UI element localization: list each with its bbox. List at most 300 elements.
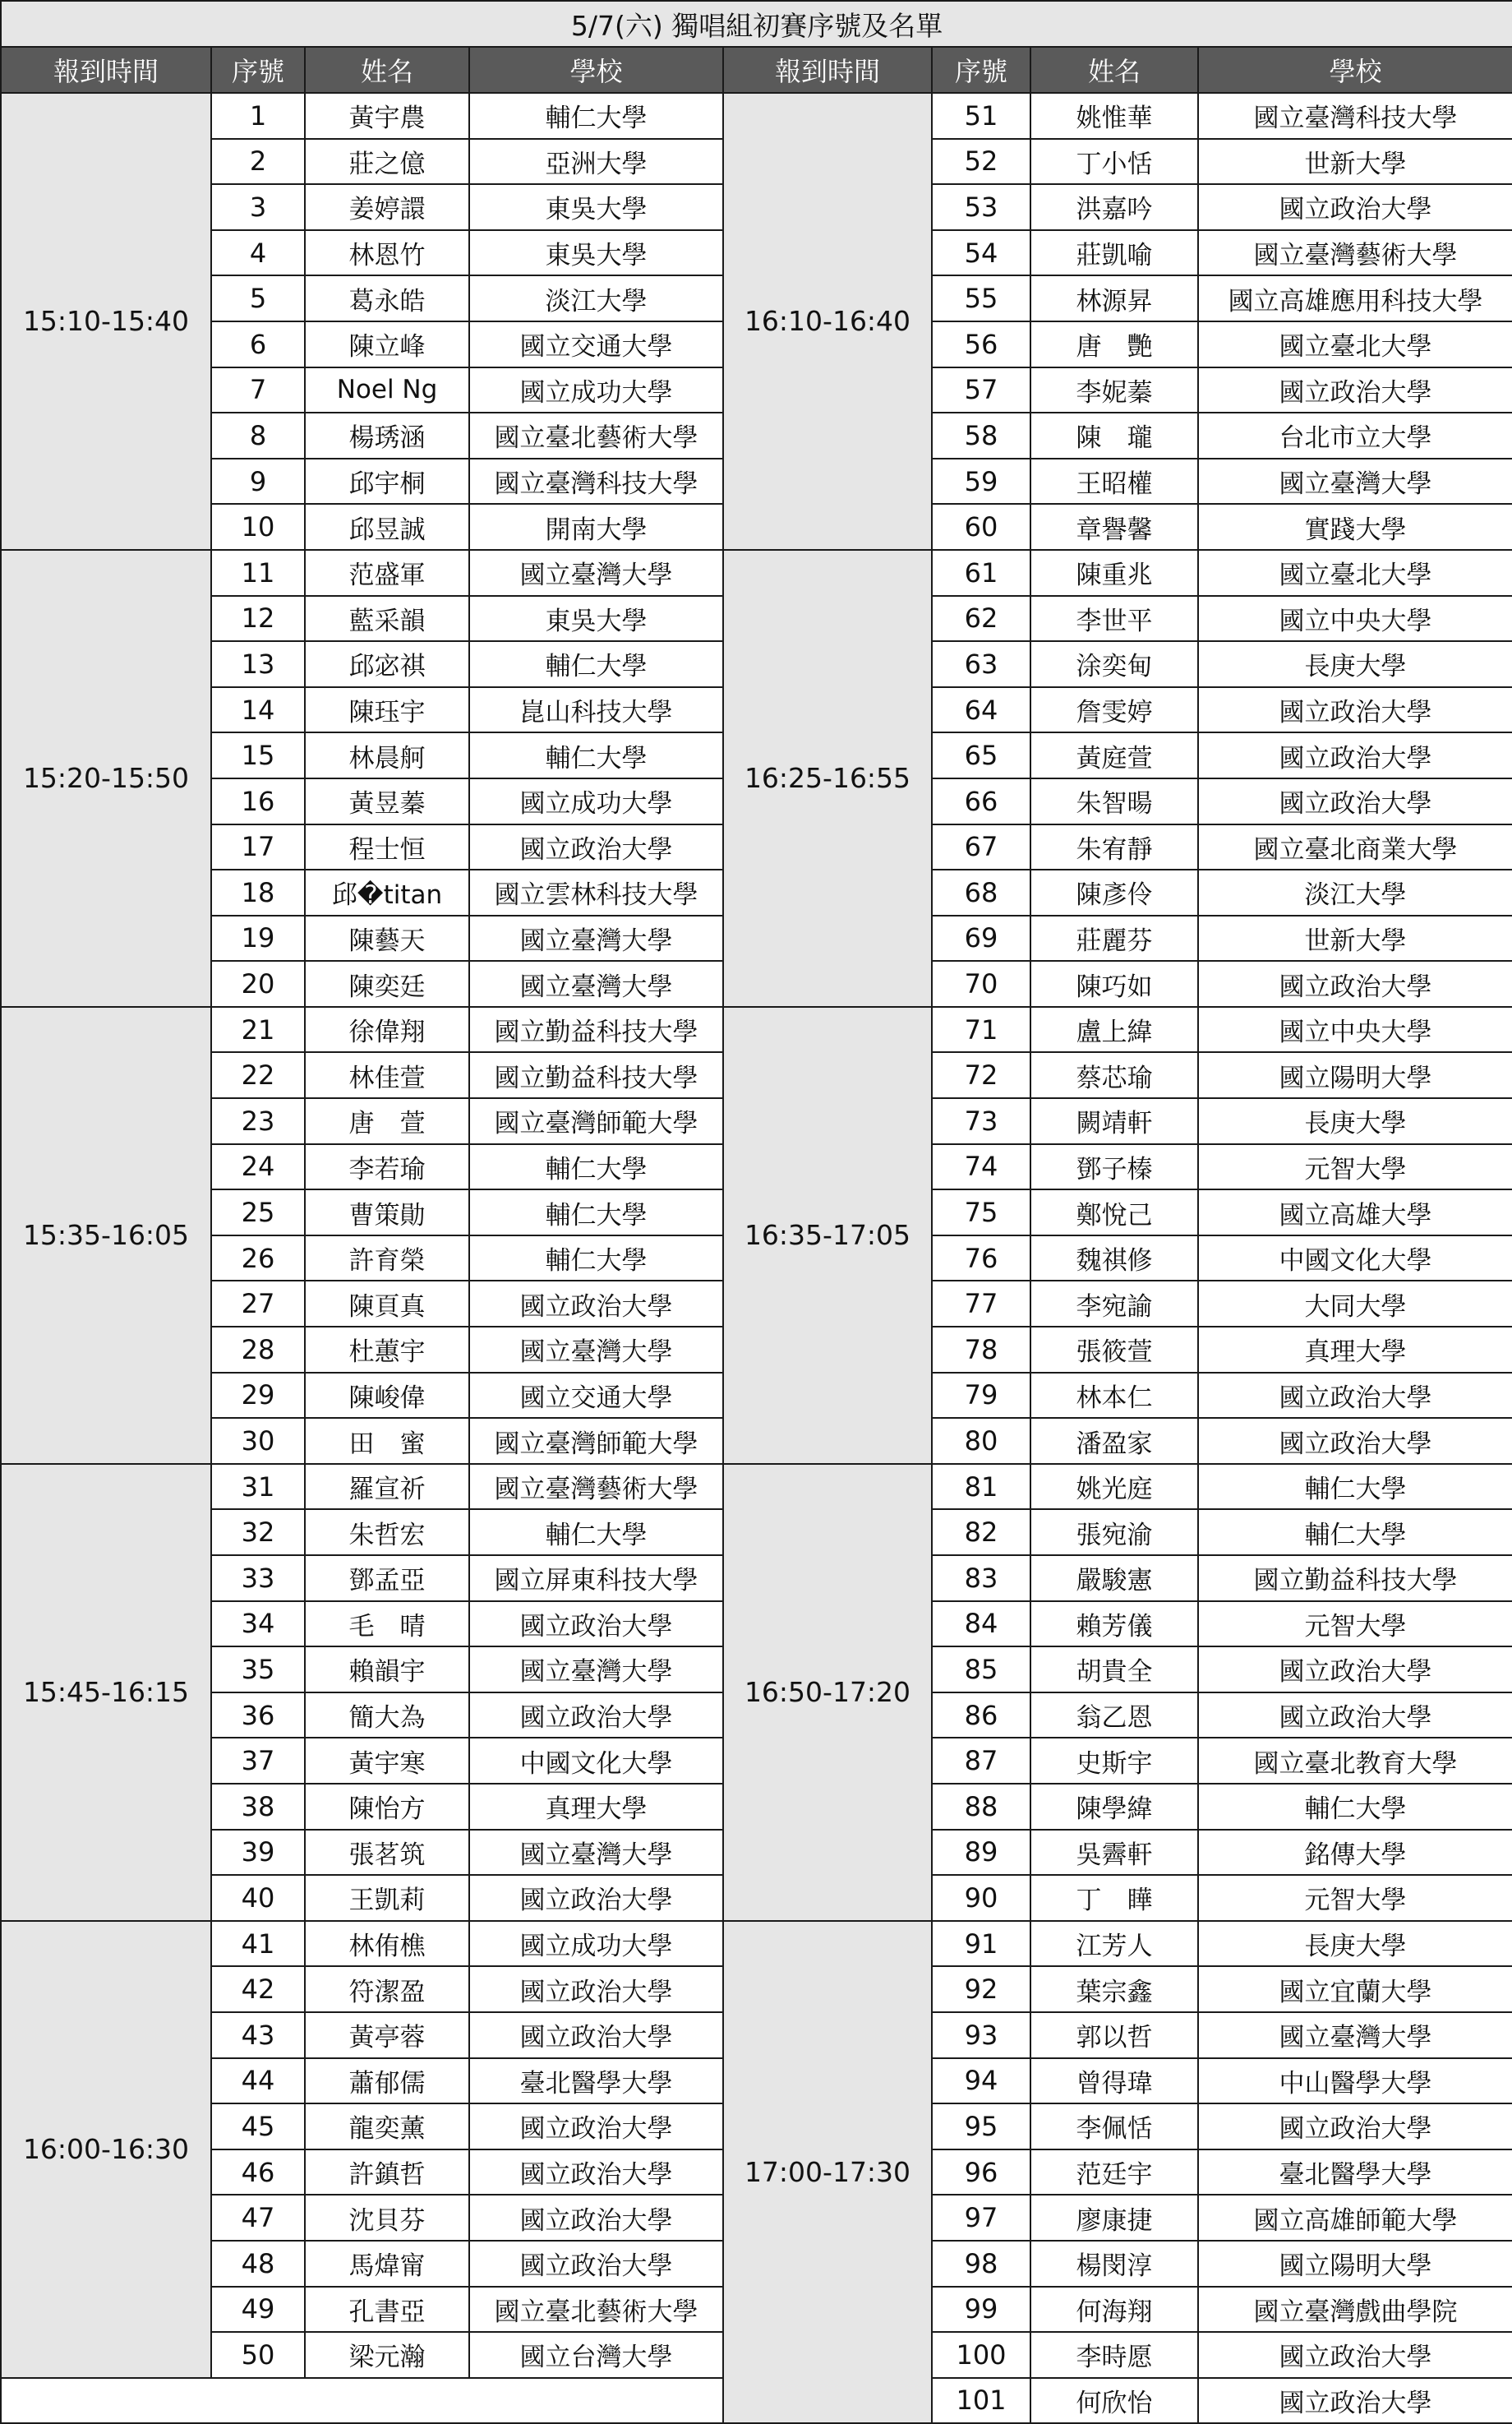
left-contestant-name: 許育榮: [305, 1235, 469, 1281]
left-contestant-name: 邱宓祺: [305, 641, 469, 687]
left-contestant-name: 鄧孟亞: [305, 1555, 469, 1601]
right-contestant-name: 郭以哲: [1030, 2012, 1198, 2058]
left-contestant-name: 邱昱誠: [305, 504, 469, 550]
left-contestant-name: 朱哲宏: [305, 1509, 469, 1555]
left-school: 中國文化大學: [469, 1738, 723, 1784]
right-seq-number: 101: [932, 2378, 1030, 2424]
left-seq-number: 5: [211, 275, 305, 321]
right-seq-number: 54: [932, 230, 1030, 276]
right-seq-number: 67: [932, 824, 1030, 870]
right-contestant-name: 涂奕甸: [1030, 641, 1198, 687]
left-seq-number: 46: [211, 2149, 305, 2195]
header-right-checkin-time: 報到時間: [723, 47, 932, 93]
left-contestant-name: 賴韻宇: [305, 1646, 469, 1692]
empty-left-cell: [1, 2378, 723, 2424]
left-checkin-time: 15:20-15:50: [1, 550, 211, 1007]
left-seq-number: 36: [211, 1692, 305, 1738]
left-seq-number: 11: [211, 550, 305, 596]
left-seq-number: 17: [211, 824, 305, 870]
right-seq-number: 95: [932, 2103, 1030, 2149]
left-seq-number: 8: [211, 413, 305, 459]
right-school: 長庚大學: [1198, 1098, 1512, 1144]
right-school: 國立政治大學: [1198, 1418, 1512, 1464]
right-contestant-name: 陳彥伶: [1030, 870, 1198, 916]
right-school: 長庚大學: [1198, 641, 1512, 687]
right-contestant-name: 陳學緯: [1030, 1784, 1198, 1830]
right-school: 國立中央大學: [1198, 596, 1512, 642]
left-seq-number: 40: [211, 1875, 305, 1921]
right-contestant-name: 李妮蓁: [1030, 367, 1198, 413]
left-contestant-name: 陳怡方: [305, 1784, 469, 1830]
right-contestant-name: 胡貴全: [1030, 1646, 1198, 1692]
left-school: 臺北醫學大學: [469, 2058, 723, 2104]
right-seq-number: 70: [932, 961, 1030, 1007]
right-contestant-name: 林源昇: [1030, 275, 1198, 321]
left-seq-number: 27: [211, 1281, 305, 1327]
right-contestant-name: 章譽馨: [1030, 504, 1198, 550]
right-contestant-name: 丁小恬: [1030, 139, 1198, 185]
right-school: 大同大學: [1198, 1281, 1512, 1327]
left-school: 開南大學: [469, 504, 723, 550]
left-seq-number: 37: [211, 1738, 305, 1784]
left-contestant-name: 張茗筑: [305, 1830, 469, 1876]
right-seq-number: 89: [932, 1830, 1030, 1876]
right-school: 輔仁大學: [1198, 1509, 1512, 1555]
left-school: 國立台灣大學: [469, 2332, 723, 2378]
right-seq-number: 78: [932, 1327, 1030, 1373]
left-checkin-time: 15:45-16:15: [1, 1464, 211, 1921]
left-seq-number: 44: [211, 2058, 305, 2104]
right-school: 真理大學: [1198, 1327, 1512, 1373]
right-checkin-time: 16:35-17:05: [723, 1007, 932, 1464]
right-school: 國立勤益科技大學: [1198, 1555, 1512, 1601]
right-school: 元智大學: [1198, 1601, 1512, 1647]
left-seq-number: 41: [211, 1921, 305, 1967]
left-contestant-name: 曹策勛: [305, 1189, 469, 1235]
left-school: 國立成功大學: [469, 1921, 723, 1967]
right-contestant-name: 葉宗鑫: [1030, 1966, 1198, 2012]
left-contestant-name: 蕭郁儒: [305, 2058, 469, 2104]
right-contestant-name: 楊閔淳: [1030, 2241, 1198, 2287]
left-school: 國立臺灣師範大學: [469, 1098, 723, 1144]
right-school: 國立政治大學: [1198, 1373, 1512, 1419]
left-seq-number: 32: [211, 1509, 305, 1555]
left-seq-number: 9: [211, 459, 305, 505]
left-seq-number: 49: [211, 2287, 305, 2333]
right-contestant-name: 潘盈家: [1030, 1418, 1198, 1464]
left-seq-number: 3: [211, 184, 305, 230]
left-school: 國立臺北藝術大學: [469, 413, 723, 459]
left-seq-number: 47: [211, 2195, 305, 2241]
left-contestant-name: 王凱莉: [305, 1875, 469, 1921]
right-school: 世新大學: [1198, 916, 1512, 962]
right-contestant-name: 蔡芯瑜: [1030, 1052, 1198, 1098]
right-contestant-name: 李宛諭: [1030, 1281, 1198, 1327]
right-seq-number: 57: [932, 367, 1030, 413]
left-checkin-time: 15:10-15:40: [1, 93, 211, 550]
left-school: 國立成功大學: [469, 367, 723, 413]
left-school: 國立交通大學: [469, 321, 723, 367]
table-row: [1, 1921, 1512, 1967]
right-seq-number: 90: [932, 1875, 1030, 1921]
left-contestant-name: 楊琇涵: [305, 413, 469, 459]
left-contestant-name: 黃宇寒: [305, 1738, 469, 1784]
left-school: 輔仁大學: [469, 93, 723, 139]
right-seq-number: 72: [932, 1052, 1030, 1098]
left-contestant-name: 梁元瀚: [305, 2332, 469, 2378]
left-seq-number: 10: [211, 504, 305, 550]
right-seq-number: 69: [932, 916, 1030, 962]
right-seq-number: 93: [932, 2012, 1030, 2058]
left-contestant-name: 林恩竹: [305, 230, 469, 276]
right-contestant-name: 姚惟華: [1030, 93, 1198, 139]
right-school: 國立政治大學: [1198, 778, 1512, 824]
left-seq-number: 13: [211, 641, 305, 687]
left-school: 東吳大學: [469, 184, 723, 230]
right-checkin-time: 16:50-17:20: [723, 1464, 932, 1921]
left-school: 輔仁大學: [469, 1509, 723, 1555]
right-school: 國立政治大學: [1198, 732, 1512, 778]
left-contestant-name: 邱宇桐: [305, 459, 469, 505]
right-seq-number: 68: [932, 870, 1030, 916]
right-seq-number: 86: [932, 1692, 1030, 1738]
left-seq-number: 28: [211, 1327, 305, 1373]
right-contestant-name: 魏祺修: [1030, 1235, 1198, 1281]
right-contestant-name: 何海翔: [1030, 2287, 1198, 2333]
right-contestant-name: 廖康捷: [1030, 2195, 1198, 2241]
right-school: 國立臺北教育大學: [1198, 1738, 1512, 1784]
right-school: 國立政治大學: [1198, 1646, 1512, 1692]
right-contestant-name: 朱宥靜: [1030, 824, 1198, 870]
right-seq-number: 97: [932, 2195, 1030, 2241]
left-school: 輔仁大學: [469, 1189, 723, 1235]
right-seq-number: 88: [932, 1784, 1030, 1830]
left-school: 國立政治大學: [469, 1601, 723, 1647]
left-seq-number: 2: [211, 139, 305, 185]
right-school: 世新大學: [1198, 139, 1512, 185]
page-title: 5/7(六) 獨唱組初賽序號及名單: [1, 1, 1512, 47]
right-checkin-time: 16:10-16:40: [723, 93, 932, 550]
left-school: 東吳大學: [469, 230, 723, 276]
right-contestant-name: 范廷宇: [1030, 2149, 1198, 2195]
left-contestant-name: 沈貝芬: [305, 2195, 469, 2241]
right-contestant-name: 林本仁: [1030, 1373, 1198, 1419]
right-seq-number: 74: [932, 1144, 1030, 1190]
left-seq-number: 1: [211, 93, 305, 139]
left-school: 國立政治大學: [469, 2103, 723, 2149]
left-school: 輔仁大學: [469, 641, 723, 687]
right-contestant-name: 黃庭萱: [1030, 732, 1198, 778]
left-school: 國立交通大學: [469, 1373, 723, 1419]
right-school: 輔仁大學: [1198, 1464, 1512, 1510]
left-school: 國立臺灣大學: [469, 1646, 723, 1692]
left-seq-number: 42: [211, 1966, 305, 2012]
left-seq-number: 25: [211, 1189, 305, 1235]
left-seq-number: 6: [211, 321, 305, 367]
right-school: 國立高雄應用科技大學: [1198, 275, 1512, 321]
right-school: 國立政治大學: [1198, 2378, 1512, 2424]
right-seq-number: 99: [932, 2287, 1030, 2333]
right-contestant-name: 洪嘉吟: [1030, 184, 1198, 230]
right-school: 國立臺北大學: [1198, 550, 1512, 596]
left-seq-number: 7: [211, 367, 305, 413]
left-school: 國立臺灣藝術大學: [469, 1464, 723, 1510]
right-contestant-name: 王昭權: [1030, 459, 1198, 505]
left-checkin-time: 15:35-16:05: [1, 1007, 211, 1464]
right-seq-number: 96: [932, 2149, 1030, 2195]
right-contestant-name: 李佩恬: [1030, 2103, 1198, 2149]
right-seq-number: 62: [932, 596, 1030, 642]
left-school: 國立政治大學: [469, 824, 723, 870]
right-seq-number: 66: [932, 778, 1030, 824]
left-seq-number: 38: [211, 1784, 305, 1830]
left-school: 崑山科技大學: [469, 687, 723, 733]
right-seq-number: 63: [932, 641, 1030, 687]
header-left-number: 序號: [211, 47, 305, 93]
left-contestant-name: 邱�titan: [305, 870, 469, 916]
left-seq-number: 20: [211, 961, 305, 1007]
right-contestant-name: 史斯宇: [1030, 1738, 1198, 1784]
header-left-school: 學校: [469, 47, 723, 93]
right-school: 國立高雄大學: [1198, 1189, 1512, 1235]
left-contestant-name: 陳藝天: [305, 916, 469, 962]
header-right-school: 學校: [1198, 47, 1512, 93]
left-seq-number: 48: [211, 2241, 305, 2287]
left-contestant-name: 林侑樵: [305, 1921, 469, 1967]
right-seq-number: 51: [932, 93, 1030, 139]
right-seq-number: 85: [932, 1646, 1030, 1692]
right-school: 淡江大學: [1198, 870, 1512, 916]
header-left-name: 姓名: [305, 47, 469, 93]
right-seq-number: 71: [932, 1007, 1030, 1053]
left-contestant-name: 葛永皓: [305, 275, 469, 321]
right-contestant-name: 詹雯婷: [1030, 687, 1198, 733]
left-contestant-name: 李若瑜: [305, 1144, 469, 1190]
right-seq-number: 92: [932, 1966, 1030, 2012]
table-row: [1, 93, 1512, 139]
left-seq-number: 19: [211, 916, 305, 962]
left-contestant-name: 杜蕙宇: [305, 1327, 469, 1373]
right-school: 元智大學: [1198, 1875, 1512, 1921]
right-seq-number: 53: [932, 184, 1030, 230]
right-seq-number: 76: [932, 1235, 1030, 1281]
left-seq-number: 34: [211, 1601, 305, 1647]
right-contestant-name: 翁乙恩: [1030, 1692, 1198, 1738]
right-school: 國立宜蘭大學: [1198, 1966, 1512, 2012]
left-school: 國立政治大學: [469, 1692, 723, 1738]
left-school: 國立政治大學: [469, 1966, 723, 2012]
right-contestant-name: 陳 瓏: [1030, 413, 1198, 459]
left-seq-number: 26: [211, 1235, 305, 1281]
right-seq-number: 65: [932, 732, 1030, 778]
right-contestant-name: 鄭悅己: [1030, 1189, 1198, 1235]
right-contestant-name: 李時愿: [1030, 2332, 1198, 2378]
left-contestant-name: 龍奕薰: [305, 2103, 469, 2149]
right-school: 國立臺灣戲曲學院: [1198, 2287, 1512, 2333]
right-school: 銘傳大學: [1198, 1830, 1512, 1876]
right-school: 臺北醫學大學: [1198, 2149, 1512, 2195]
table-row: [1, 550, 1512, 596]
header-right-name: 姓名: [1030, 47, 1198, 93]
right-contestant-name: 李世平: [1030, 596, 1198, 642]
left-seq-number: 39: [211, 1830, 305, 1876]
left-school: 真理大學: [469, 1784, 723, 1830]
left-seq-number: 14: [211, 687, 305, 733]
right-seq-number: 59: [932, 459, 1030, 505]
left-school: 國立政治大學: [469, 2149, 723, 2195]
right-contestant-name: 何欣怡: [1030, 2378, 1198, 2424]
right-seq-number: 80: [932, 1418, 1030, 1464]
right-seq-number: 61: [932, 550, 1030, 596]
title-row: [1, 1, 1512, 47]
right-school: 國立臺灣科技大學: [1198, 93, 1512, 139]
left-contestant-name: 陳珏宇: [305, 687, 469, 733]
right-seq-number: 75: [932, 1189, 1030, 1235]
left-contestant-name: 徐偉翔: [305, 1007, 469, 1053]
left-school: 輔仁大學: [469, 732, 723, 778]
right-school: 國立臺灣藝術大學: [1198, 230, 1512, 276]
right-seq-number: 52: [932, 139, 1030, 185]
left-school: 國立屏東科技大學: [469, 1555, 723, 1601]
left-contestant-name: 黃昱蓁: [305, 778, 469, 824]
right-school: 國立臺灣大學: [1198, 2012, 1512, 2058]
right-school: 國立臺北商業大學: [1198, 824, 1512, 870]
left-school: 國立勤益科技大學: [469, 1052, 723, 1098]
table-row: [1, 1464, 1512, 1510]
right-seq-number: 60: [932, 504, 1030, 550]
left-school: 國立臺灣大學: [469, 961, 723, 1007]
right-school: 國立政治大學: [1198, 2103, 1512, 2149]
right-seq-number: 100: [932, 2332, 1030, 2378]
left-seq-number: 50: [211, 2332, 305, 2378]
right-contestant-name: 張筱萱: [1030, 1327, 1198, 1373]
left-school: 國立臺灣大學: [469, 550, 723, 596]
left-seq-number: 43: [211, 2012, 305, 2058]
left-seq-number: 4: [211, 230, 305, 276]
right-checkin-time: 16:25-16:55: [723, 550, 932, 1007]
right-seq-number: 98: [932, 2241, 1030, 2287]
right-contestant-name: 賴芳儀: [1030, 1601, 1198, 1647]
left-seq-number: 23: [211, 1098, 305, 1144]
right-seq-number: 73: [932, 1098, 1030, 1144]
left-contestant-name: 唐 萱: [305, 1098, 469, 1144]
left-seq-number: 29: [211, 1373, 305, 1419]
right-contestant-name: 陳重兆: [1030, 550, 1198, 596]
left-contestant-name: 羅宣祈: [305, 1464, 469, 1510]
left-contestant-name: 范盛軍: [305, 550, 469, 596]
left-school: 亞洲大學: [469, 139, 723, 185]
left-seq-number: 22: [211, 1052, 305, 1098]
left-contestant-name: 陳頁真: [305, 1281, 469, 1327]
left-contestant-name: 符潔盈: [305, 1966, 469, 2012]
right-checkin-time: 17:00-17:30: [723, 1921, 932, 2424]
right-school: 國立政治大學: [1198, 1692, 1512, 1738]
right-contestant-name: 嚴駿憲: [1030, 1555, 1198, 1601]
left-seq-number: 15: [211, 732, 305, 778]
right-contestant-name: 鄧子榛: [1030, 1144, 1198, 1190]
right-seq-number: 58: [932, 413, 1030, 459]
left-school: 國立臺灣科技大學: [469, 459, 723, 505]
left-school: 國立政治大學: [469, 2012, 723, 2058]
left-contestant-name: 陳立峰: [305, 321, 469, 367]
right-school: 國立政治大學: [1198, 961, 1512, 1007]
left-seq-number: 30: [211, 1418, 305, 1464]
left-contestant-name: 毛 晴: [305, 1601, 469, 1647]
left-school: 國立勤益科技大學: [469, 1007, 723, 1053]
left-contestant-name: 馬煒甯: [305, 2241, 469, 2287]
right-school: 輔仁大學: [1198, 1784, 1512, 1830]
right-school: 國立中央大學: [1198, 1007, 1512, 1053]
right-seq-number: 81: [932, 1464, 1030, 1510]
left-contestant-name: Noel Ng: [305, 367, 469, 413]
left-school: 國立臺灣大學: [469, 1327, 723, 1373]
right-contestant-name: 丁 瞱: [1030, 1875, 1198, 1921]
left-school: 輔仁大學: [469, 1235, 723, 1281]
right-school: 國立高雄師範大學: [1198, 2195, 1512, 2241]
right-contestant-name: 姚光庭: [1030, 1464, 1198, 1510]
left-seq-number: 21: [211, 1007, 305, 1053]
right-seq-number: 79: [932, 1373, 1030, 1419]
left-contestant-name: 簡大為: [305, 1692, 469, 1738]
right-contestant-name: 朱智暘: [1030, 778, 1198, 824]
right-school: 實踐大學: [1198, 504, 1512, 550]
right-seq-number: 84: [932, 1601, 1030, 1647]
right-contestant-name: 曾得瑋: [1030, 2058, 1198, 2104]
right-seq-number: 91: [932, 1921, 1030, 1967]
left-school: 國立雲林科技大學: [469, 870, 723, 916]
right-contestant-name: 江芳人: [1030, 1921, 1198, 1967]
left-seq-number: 45: [211, 2103, 305, 2149]
left-seq-number: 12: [211, 596, 305, 642]
right-school: 中山醫學大學: [1198, 2058, 1512, 2104]
left-contestant-name: 林佳萱: [305, 1052, 469, 1098]
left-contestant-name: 林晨舸: [305, 732, 469, 778]
left-school: 國立政治大學: [469, 1875, 723, 1921]
right-contestant-name: 唐 艷: [1030, 321, 1198, 367]
left-contestant-name: 陳奕廷: [305, 961, 469, 1007]
left-contestant-name: 孔書亞: [305, 2287, 469, 2333]
right-contestant-name: 陳巧如: [1030, 961, 1198, 1007]
left-school: 國立臺灣大學: [469, 1830, 723, 1876]
right-school: 台北市立大學: [1198, 413, 1512, 459]
left-seq-number: 31: [211, 1464, 305, 1510]
left-school: 國立臺灣大學: [469, 916, 723, 962]
right-contestant-name: 莊凱喻: [1030, 230, 1198, 276]
left-contestant-name: 程士恒: [305, 824, 469, 870]
left-seq-number: 33: [211, 1555, 305, 1601]
right-contestant-name: 盧上緯: [1030, 1007, 1198, 1053]
left-checkin-time: 16:00-16:30: [1, 1921, 211, 2378]
right-seq-number: 77: [932, 1281, 1030, 1327]
right-contestant-name: 張宛渝: [1030, 1509, 1198, 1555]
left-contestant-name: 藍采韻: [305, 596, 469, 642]
right-school: 國立陽明大學: [1198, 1052, 1512, 1098]
header-row: [1, 47, 1512, 93]
left-seq-number: 35: [211, 1646, 305, 1692]
right-school: 元智大學: [1198, 1144, 1512, 1190]
left-school: 國立政治大學: [469, 2241, 723, 2287]
right-school: 國立政治大學: [1198, 184, 1512, 230]
right-school: 國立臺灣大學: [1198, 459, 1512, 505]
left-school: 輔仁大學: [469, 1144, 723, 1190]
left-seq-number: 24: [211, 1144, 305, 1190]
left-school: 國立臺北藝術大學: [469, 2287, 723, 2333]
right-seq-number: 87: [932, 1738, 1030, 1784]
header-left-checkin-time: 報到時間: [1, 47, 211, 93]
right-school: 長庚大學: [1198, 1921, 1512, 1967]
left-contestant-name: 姜婷譞: [305, 184, 469, 230]
right-school: 國立臺北大學: [1198, 321, 1512, 367]
